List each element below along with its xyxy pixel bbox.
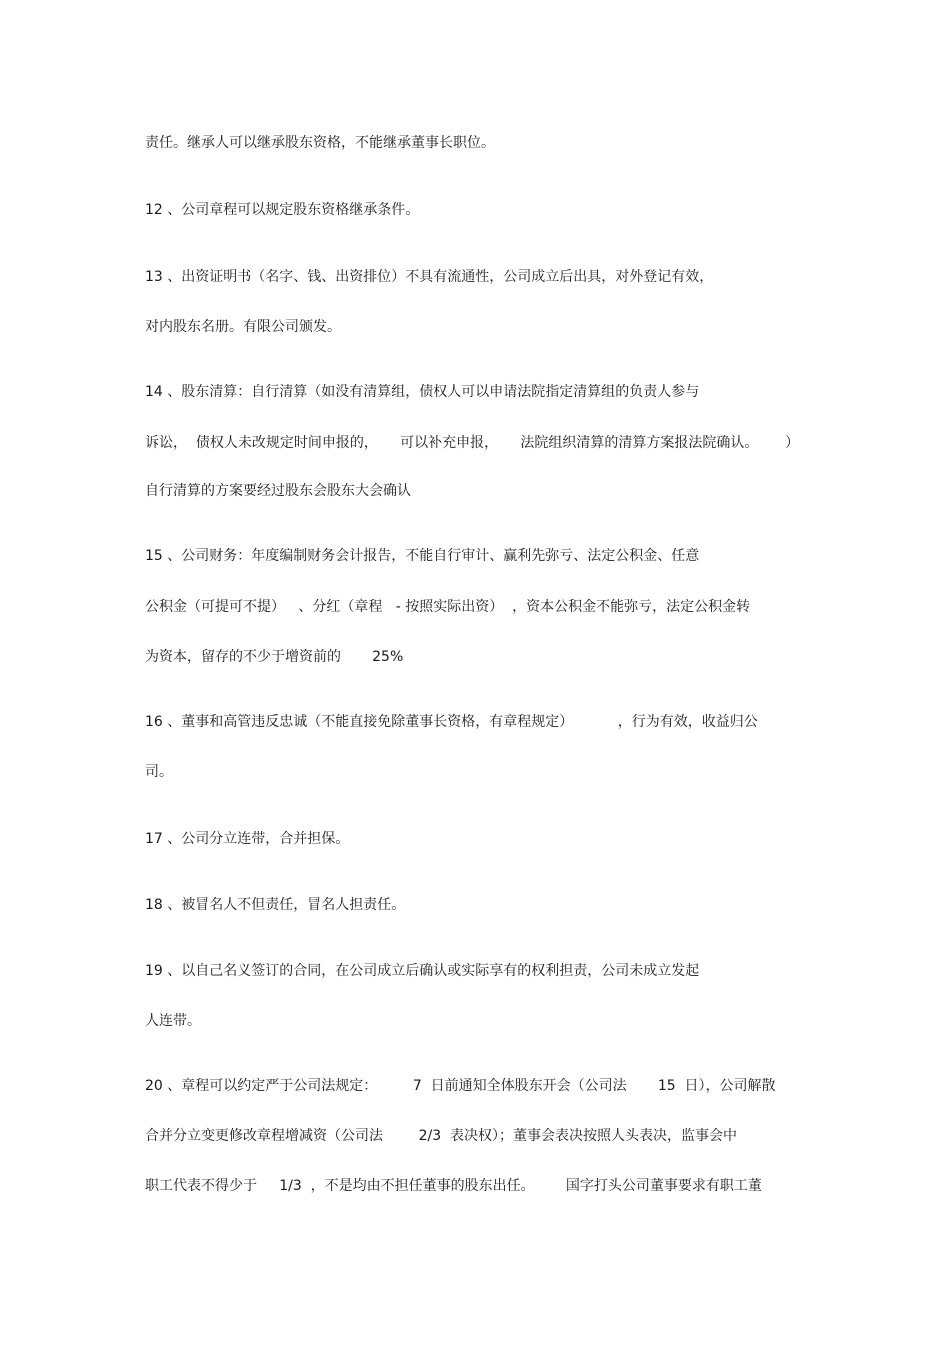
text-line-3: 13 、出资证明书（名字、钱、出资排位）不具有流通性，公司成立后出具，对外登记有效， [145, 269, 714, 285]
text-line-4: 对内股东名册。有限公司颁发。 [145, 319, 341, 335]
text-line-10: 为资本，留存的不少于增资前的 25% [145, 649, 404, 665]
text-line-8: 15 、公司财务：年度编制财务会计报告，不能自行审计、赢利先弥亏、法定公积金、任意 [145, 548, 700, 564]
text-line-9: 公积金（可提可不提） 、分红（章程 - 按照实际出资） ，资本公积金不能弥亏，法定公积金转 [145, 599, 751, 615]
text-line-13: 17 、公司分立连带，合并担保。 [145, 831, 350, 847]
text-line-2: 12 、公司章程可以规定股东资格继承条件。 [145, 202, 420, 218]
text-line-7: 自行清算的方案要经过股东会股东大会确认 [145, 483, 411, 499]
text-line-12: 司。 [145, 764, 173, 780]
text-line-17: 20 、章程可以约定严于公司法规定： 7 日前通知全体股东开会（公司法 15 日），公司解散 [145, 1078, 776, 1094]
text-line-5: 14 、股东清算：自行清算（如没有清算组，债权人可以申请法院指定清算组的负责人参与 [145, 384, 700, 400]
text-line-16: 人连带。 [145, 1013, 201, 1029]
text-line-11: 16 、董事和高管违反忠诚（不能直接免除董事长资格，有章程规定） ，行为有效，收益归公 [145, 714, 758, 730]
text-line-6: 诉讼， 债权人未改规定时间申报的， 可以补充申报， 法院组织清算的清算方案报法院确认。 ） [145, 435, 800, 451]
text-line-14: 18 、被冒名人不但责任，冒名人担责任。 [145, 897, 406, 913]
text-line-1: 责任。继承人可以继承股东资格，不能继承董事长职位。 [145, 135, 495, 151]
text-line-19: 职工代表不得少于 1/3 ，不是均由不担任董事的股东出任。 国字打头公司董事要求有职工董 [145, 1178, 762, 1194]
text-line-15: 19 、以自己名义签订的合同，在公司成立后确认或实际享有的权利担责，公司未成立发起 [145, 963, 700, 979]
text-line-18: 合并分立变更修改章程增减资（公司法 2/3 表决权）；董事会表决按照人头表决，监事会中 [145, 1128, 738, 1144]
